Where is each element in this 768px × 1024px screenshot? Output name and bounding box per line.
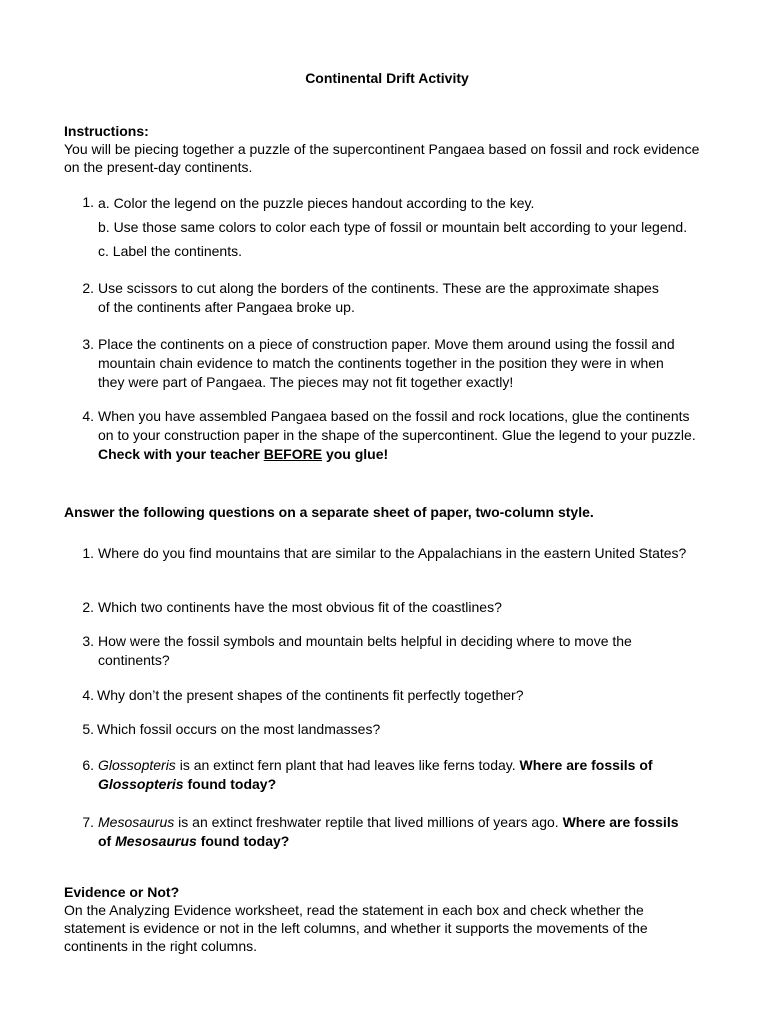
step-4-warning-before: BEFORE bbox=[263, 446, 323, 462]
questions-heading: Answer the following questions on a separate sheet of paper, two-column style. bbox=[64, 504, 594, 520]
step-text: Use scissors to cut along the borders of the continents. These are the approximate shapes of the continents after Pangaea broke up. bbox=[98, 280, 659, 315]
step-1a: a. Color the legend on the puzzle pieces handout according to the key. bbox=[98, 195, 535, 211]
question-text: Which fossil occurs on the most landmasses? bbox=[97, 721, 381, 737]
question-text: Which two continents have the most obvious fit of the coastlines? bbox=[98, 599, 502, 615]
question-7-ask-pre: Where are fossils of bbox=[98, 814, 679, 849]
step-4-warning-pre: Check with your teacher bbox=[98, 446, 260, 462]
step-text bbox=[98, 407, 698, 464]
question-number: 1. bbox=[82, 545, 94, 561]
question-number: 4. bbox=[82, 687, 94, 703]
step-4-warning-post: you glue! bbox=[325, 446, 389, 462]
question-number: 7. bbox=[82, 814, 94, 830]
question-text: How were the fossil symbols and mountain belts helpful in deciding where to move the continents? bbox=[98, 633, 632, 668]
question-number: 3. bbox=[82, 633, 94, 649]
question-7-ask-species: Mesosaurus bbox=[115, 833, 197, 849]
instructions-section bbox=[64, 122, 744, 176]
question-text bbox=[98, 813, 683, 851]
step-number: 4. bbox=[82, 408, 94, 424]
question-6-ask-pre: Where are fossils of bbox=[519, 757, 653, 773]
question-text: Why don’t the present shapes of the continents fit perfectly together? bbox=[97, 687, 524, 703]
question-7-ask-post: found today? bbox=[200, 833, 290, 849]
step-number: 2. bbox=[82, 280, 94, 296]
question-number: 5. bbox=[82, 721, 94, 737]
question-6-species: Glossopteris bbox=[98, 757, 176, 773]
question-6-ask-species: Glossopteris bbox=[98, 776, 184, 792]
question-7-species: Mesosaurus bbox=[98, 814, 175, 830]
question-6-ask-post: found today? bbox=[187, 776, 277, 792]
page-title: Continental Drift Activity bbox=[305, 70, 469, 86]
evidence-text: On the Analyzing Evidence worksheet, read the statement in each box and check whether the statement is evidence or not in the left columns, and whether it supports the movements of the continents in the right columns. bbox=[64, 902, 648, 954]
step-number: 1. bbox=[82, 194, 94, 210]
step-number: 3. bbox=[82, 336, 94, 352]
evidence-section bbox=[64, 883, 744, 955]
step-1b: b. Use those same colors to color each type of fossil or mountain belt according to your legend. bbox=[98, 219, 688, 235]
question-number: 6. bbox=[82, 757, 94, 773]
question-7-body: is an extinct freshwater reptile that lived millions of years ago. bbox=[178, 814, 559, 830]
instructions-heading: Instructions: bbox=[64, 123, 149, 139]
instructions-intro: You will be piecing together a puzzle of the supercontinent Pangaea based on fossil and rock evidence on the present-day continents. bbox=[64, 141, 700, 175]
question-text: Where do you find mountains that are similar to the Appalachians in the eastern United States? bbox=[98, 545, 687, 561]
step-4-body: When you have assembled Pangaea based on the fossil and rock locations, glue the continents on to your construction paper in the shape of the supercontinent. Glue the legend to your puzzle. bbox=[98, 408, 696, 443]
question-number: 2. bbox=[82, 599, 94, 615]
question-text bbox=[98, 756, 703, 794]
step-1c: c. Label the continents. bbox=[98, 243, 242, 259]
question-6-body: is an extinct fern plant that had leaves like ferns today. bbox=[179, 757, 516, 773]
step-text: Place the continents on a piece of construction paper. Move them around using the fossil and mountain chain evidence to match the continents together in the position they were in when they were part of Pangaea. The pieces may not fit together exactly! bbox=[98, 336, 675, 390]
evidence-heading: Evidence or Not? bbox=[64, 884, 180, 900]
